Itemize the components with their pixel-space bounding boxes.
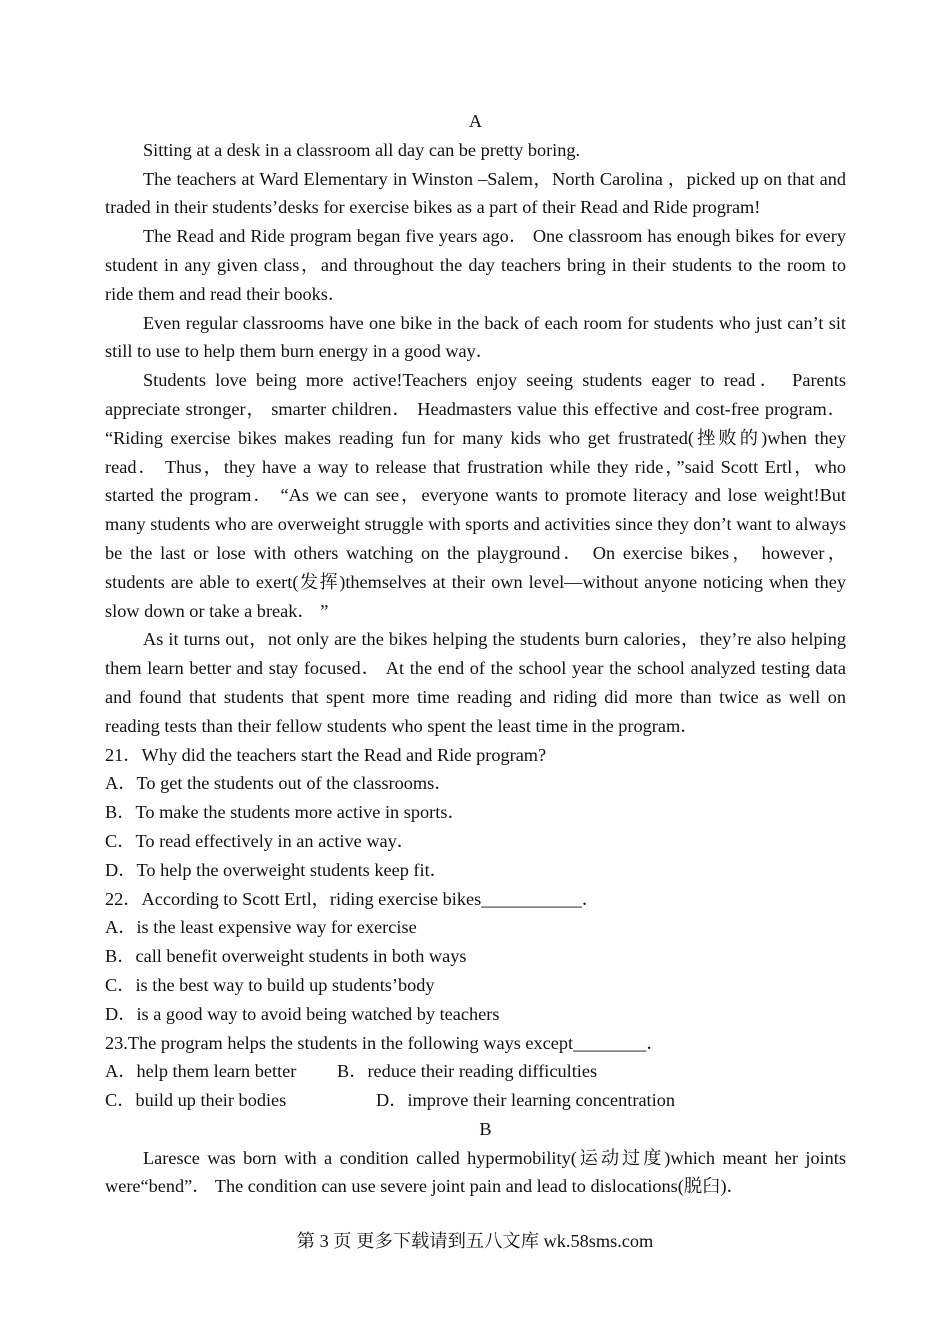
question-21-option-a: A．To get the students out of the classrooms． [105, 773, 453, 794]
question-22-stem: 22．According to Scott Ertl，riding exercise bikes___________． [105, 888, 601, 909]
question-21-option-b: B．To make the students more active in sports． [105, 802, 466, 823]
question-21-stem: 21．Why did the teachers start the Read and Ride program? [105, 744, 547, 765]
question-23-options-row-2 [105, 1086, 846, 1115]
question-22-option-c: C．is the best way to build up students’body [105, 974, 435, 995]
section-a-paragraph-2: The teachers at Ward Elementary in Winston –Salem，North Carolina ，picked up on that and traded in their students’desks for exercise bikes as a part of their Read and Ride program! [105, 168, 846, 218]
question-23-option-c: C．build up their bodies [105, 1090, 287, 1111]
question-23-options-row-1 [105, 1057, 846, 1086]
section-b-heading: B [479, 1118, 492, 1139]
question-21-option-c: C．To read effectively in an active way． [105, 830, 416, 851]
section-a-heading: A [468, 111, 483, 131]
question-22 [105, 885, 846, 1029]
section-a-paragraph-5: Students love being more active!Teachers enjoy seeing students eager to read． Parents appreciate stronger， smarter children． Headmasters value this effective and cost-free program． “Riding exercise bikes makes reading fun for many kids who get frustrated(挫败的)when they read． Thus，they have a way to release that frustration while they ride，”said Scott Ertl，who started the program． “As we can see，everyone wants to promote literacy and lose weight!But many students who are overweight struggle with sports and activities since they don’t want to always be the last or lose with others watching on the playground． On exercise bikes， however， students are able to exert(发挥)themselves at their own level—without anyone noticing when they slow down or take a break． ” [105, 370, 846, 621]
question-22-option-d: D．is a good way to avoid being watched by teachers [105, 1003, 500, 1024]
question-22-option-a: A．is the least expensive way for exercise [105, 917, 417, 938]
question-22-option-b: B．call benefit overweight students in both ways [105, 946, 467, 967]
question-23-option-b: B．reduce their reading difficulties [337, 1061, 598, 1082]
section-a-paragraph-6: As it turns out，not only are the bikes helping the students burn calories，they’re also helping them learn better and stay focused． At the end of the school year the school analyzed testing data and found that students that spent more time reading and riding did more than twice as well on reading tests than their fellow students who spent the least time in the program． [105, 629, 846, 736]
question-23 [105, 1029, 846, 1115]
section-a-paragraph-4: Even regular classrooms have one bike in the back of each room for students who just can’t sit still to use to help them burn energy in a good way． [105, 312, 846, 362]
document-body [105, 107, 846, 1201]
question-23-option-a: A．help them learn better [105, 1061, 297, 1082]
section-b-paragraph-1: Laresce was born with a condition called hypermobility(运动过度)which meant her joints were“bend”． The condition can use severe joint pain and lead to dislocations(脱臼)． [105, 1147, 846, 1197]
question-21 [105, 741, 846, 885]
question-23-stem: 23.The program helps the students in the following ways except________． [105, 1032, 665, 1053]
section-a-paragraph-3: The Read and Ride program began five years ago． One classroom has enough bikes for every student in any given class，and throughout the day teachers bring in their students to the room to ride them and read their books． [105, 226, 846, 304]
question-21-option-d: D．To help the overweight students keep fit． [105, 859, 448, 880]
page-footer: 第 3 页 更多下载请到五八文库 wk.58sms.com [296, 1231, 654, 1251]
question-23-option-d: D．improve their learning concentration [376, 1090, 675, 1111]
section-a-paragraph-1: Sitting at a desk in a classroom all day can be pretty boring. [143, 139, 581, 160]
